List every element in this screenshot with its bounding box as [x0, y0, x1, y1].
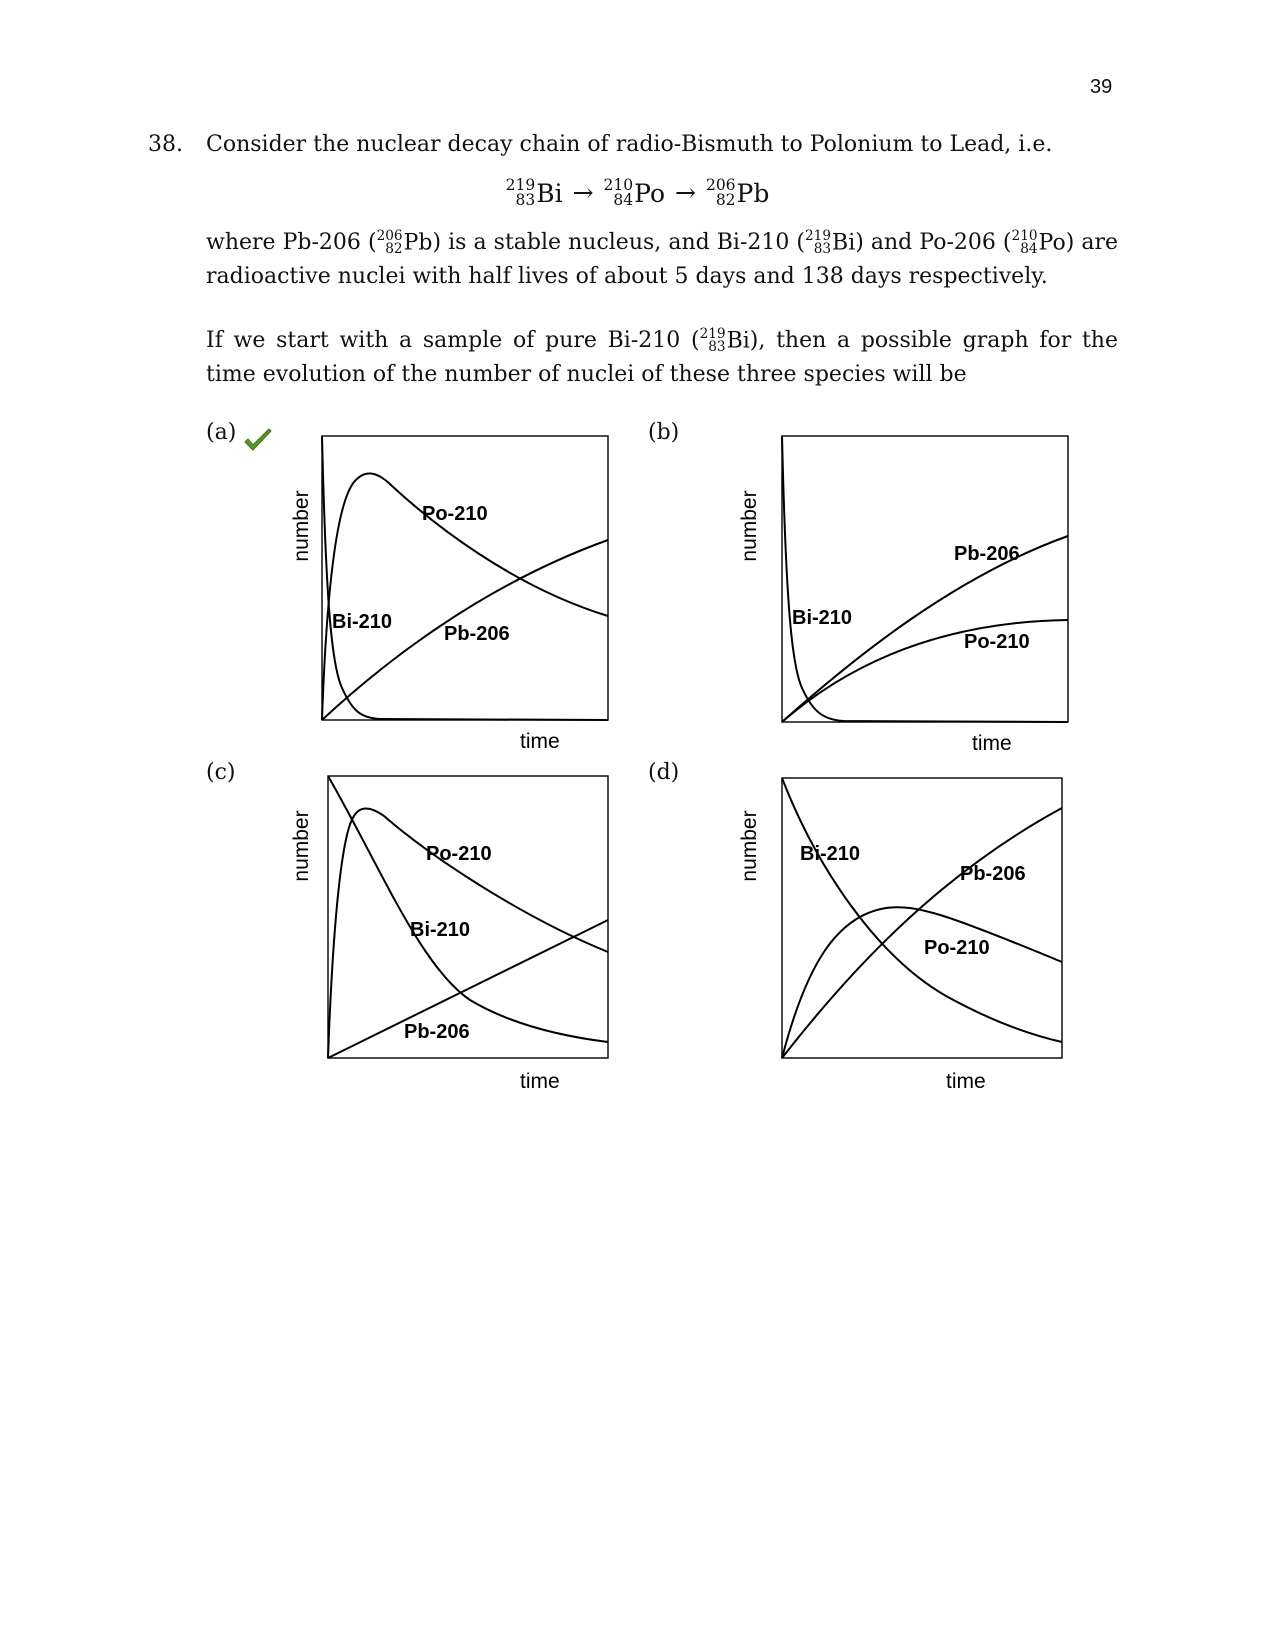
curve-pb: [782, 536, 1068, 722]
curve-bi: [322, 436, 608, 720]
question-number: 38.: [148, 132, 183, 157]
label-po: Po-210: [422, 503, 488, 525]
plot-frame: [328, 776, 608, 1058]
plot-a: [280, 426, 620, 756]
x-axis-label: time: [520, 730, 560, 753]
plot-frame: [782, 778, 1062, 1058]
label-bi: Bi-210: [792, 607, 853, 629]
question-intro: Consider the nuclear decay chain of radio-Bismuth to Polonium to Lead, i.e.: [206, 132, 1053, 157]
decay-equation: [0, 176, 1275, 209]
label-pb: Pb-206: [404, 1021, 470, 1043]
option-c-label[interactable]: (c): [206, 760, 236, 785]
curve-bi: [782, 436, 1068, 722]
option-d-label[interactable]: (d): [648, 760, 680, 785]
label-pb: Pb-206: [444, 623, 510, 645]
nuclide-po: 210 84 Po: [603, 175, 665, 209]
arrow-icon: →: [675, 178, 696, 207]
nuclide-pb: 206 82 Pb: [705, 175, 770, 209]
plot-c: [280, 766, 620, 1096]
y-axis-label: number: [738, 490, 761, 562]
plot-frame: [782, 436, 1068, 722]
option-b-label[interactable]: (b): [648, 420, 680, 445]
label-bi: Bi-210: [332, 611, 393, 633]
x-axis-label: time: [972, 732, 1012, 755]
y-axis-label: number: [738, 810, 761, 882]
question-paragraph-1: where Pb-206 ( 206 82 Pb) is a stable nucleus, and Bi-210 ( 219 83 Bi) and Po-206 ( 210 84 Po) are radioactive nuclei with half lives of about 5 days and 138 days respectively.: [206, 227, 1118, 289]
label-bi: Bi-210: [410, 919, 471, 941]
nuclide-bi-inline: 219 83 Bi: [699, 325, 750, 356]
label-pb: Pb-206: [954, 543, 1020, 565]
plot-d: [736, 766, 1076, 1096]
arrow-icon: →: [572, 178, 594, 207]
x-axis-label: time: [946, 1070, 986, 1093]
label-bi: Bi-210: [800, 843, 861, 865]
plot-b: [736, 426, 1076, 756]
option-a-label[interactable]: (a): [206, 420, 237, 445]
x-axis-label: time: [520, 1070, 560, 1093]
nuclide-pb-inline: 206 82 Pb: [376, 227, 433, 258]
curve-po: [782, 907, 1062, 1058]
label-po: Po-210: [964, 631, 1030, 653]
y-axis-label: number: [290, 810, 313, 882]
curve-bi: [328, 776, 608, 1042]
page-number: 39: [1090, 76, 1113, 98]
check-icon: [243, 428, 273, 454]
plot-frame: [322, 436, 608, 720]
question-paragraph-2: If we start with a sample of pure Bi-210 ( 219 83 Bi), then a possible graph for the time evolution of the number of nuclei of these three species will be: [206, 325, 1118, 387]
label-po: Po-210: [426, 843, 492, 865]
label-pb: Pb-206: [960, 863, 1026, 885]
label-po: Po-210: [924, 937, 990, 959]
nuclide-bi: 219 83 Bi: [505, 175, 563, 209]
nuclide-bi-inline: 219 83 Bi: [805, 227, 856, 258]
y-axis-label: number: [290, 490, 313, 562]
nuclide-po-inline: 210 84 Po: [1011, 227, 1066, 258]
